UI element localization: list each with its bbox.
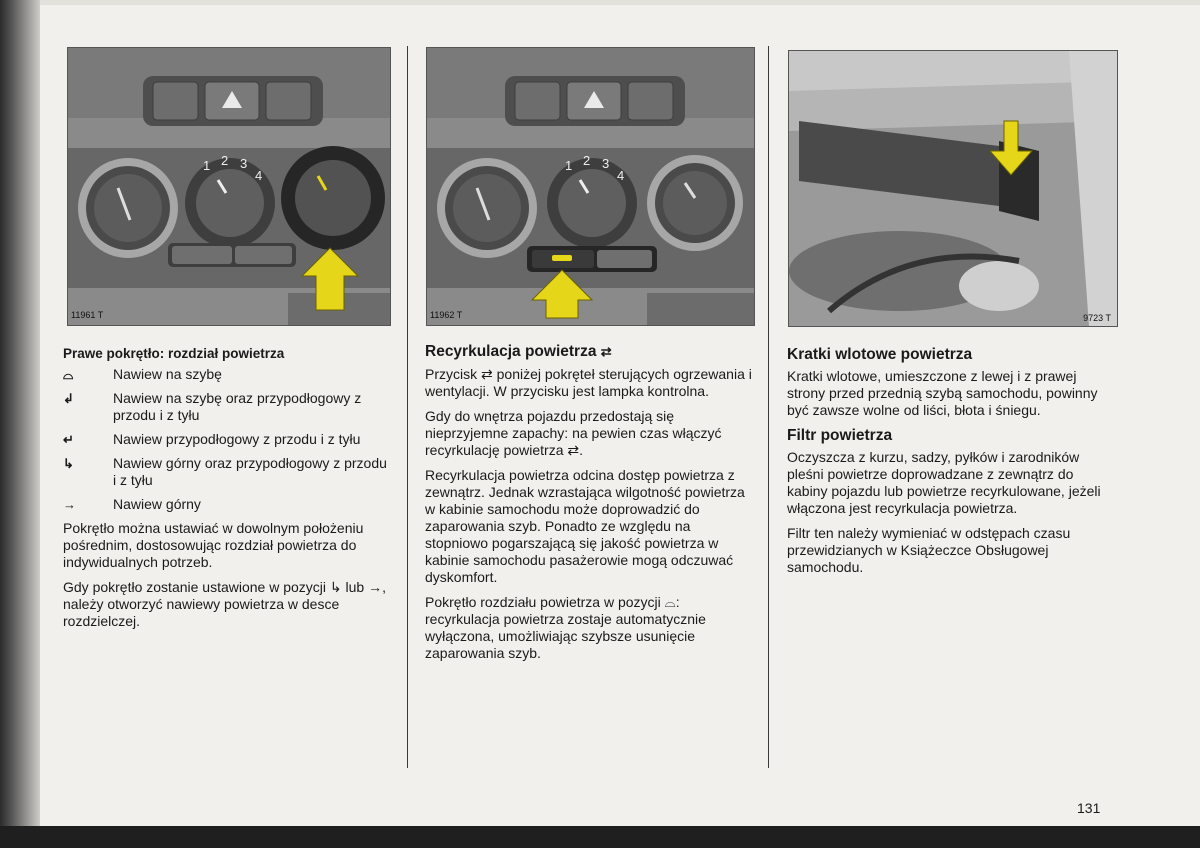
windscreen-vent-icon: ⌓ — [63, 367, 74, 382]
list-item — [63, 455, 393, 489]
paragraph: Kratki wlotowe, umieszczone z lewej i z prawej strony przed przednią szybą samochodu, powinny być zawsze wolne od liści, błota i śniegu. — [787, 368, 1098, 418]
list-item — [63, 366, 393, 383]
paragraph: Gdy pokrętło zostanie ustawione w pozycji ↳ lub →, należy otworzyć nawiewy powietrza w desce rozdzielczej. — [63, 579, 386, 629]
section-heading: Prawe pokrętło: rozdział powietrza — [63, 346, 285, 361]
page-binding — [0, 0, 40, 848]
list-item — [63, 390, 393, 424]
list-item-text: Nawiew górny — [113, 496, 201, 512]
svg-text:1: 1 — [565, 158, 573, 173]
svg-text:2: 2 — [583, 153, 591, 168]
figure-code: 11962 T — [430, 310, 463, 320]
figure-recirculation-button — [426, 47, 755, 326]
control-panel-illustration — [68, 48, 390, 325]
svg-text:1: 1 — [203, 158, 211, 173]
heading-text: Recyrkulacja powietrza — [425, 343, 597, 360]
paragraph: Recyrkulacja powietrza odcina dostęp powietrza z zewnątrz. Jednak wzrastająca wilgotność powietrza w kabinie samochodu może doprowadzić do zaparowania szyb. Ponadto ze względu na stopniowo pogarszającą się jakość powietrza w kabinie samochodu pasażerowie mogą odczuwać dyskomfort. — [425, 467, 745, 585]
engine-bay-illustration — [789, 51, 1117, 326]
column-air-distribution — [63, 345, 393, 638]
figure-right-dial — [67, 47, 391, 326]
list-item — [63, 496, 393, 513]
page-number: 131 — [1077, 800, 1101, 816]
footwell-icon: ↵ — [63, 432, 74, 447]
list-item-text: Nawiew na szybę oraz przypodłogowy z przodu i z tyłu — [113, 390, 362, 423]
list-item-text: Nawiew na szybę — [113, 366, 222, 382]
section-heading: Kratki wlotowe powietrza — [787, 346, 973, 363]
list-item — [63, 431, 393, 448]
paragraph: Pokrętło rozdziału powietrza w pozycji ⌓: recyrkulacja powietrza zostaje automatycznie wyłączona, umożliwiając szybsze usunięcie zaparowania szyb. — [425, 594, 706, 661]
upper-footwell-icon: ↳ — [63, 456, 74, 471]
column-recirculation — [425, 343, 755, 670]
windscreen-footwell-icon: ↲ — [63, 391, 74, 406]
control-panel-illustration — [427, 48, 754, 325]
section-heading — [425, 343, 755, 360]
page-bottom-edge — [0, 826, 1200, 848]
figure-code: 11961 T — [71, 310, 104, 320]
paragraph: Przycisk ⇄ poniżej pokręteł sterujących ogrzewania i wentylacji. W przycisku jest lampka kontrolna. — [425, 366, 752, 399]
figure-code: 9723 T — [1083, 313, 1111, 323]
svg-text:2: 2 — [221, 153, 229, 168]
svg-text:3: 3 — [240, 156, 248, 171]
page-top-edge — [40, 0, 1200, 5]
paragraph: Gdy do wnętrza pojazdu przedostają się nieprzyjemne zapachy: na pewien czas włączyć recyrkulację powietrza ⇄. — [425, 408, 722, 458]
paragraph: Filtr ten należy wymieniać w odstępach czasu przewidzianych w Książeczce Obsługowej samochodu. — [787, 525, 1071, 575]
svg-text:4: 4 — [255, 168, 263, 183]
svg-text:3: 3 — [602, 156, 610, 171]
recirculation-icon: ⇄ — [600, 344, 612, 359]
paragraph: Pokrętło można ustawiać w dowolnym położeniu pośrednim, dostosowując rozdział powietrza do indywidualnych potrzeb. — [63, 520, 364, 570]
svg-text:4: 4 — [617, 168, 625, 183]
column-divider — [407, 46, 408, 768]
list-item-text: Nawiew górny oraz przypodłogowy z przodu i z tyłu — [113, 455, 387, 488]
column-air-inlet-filter — [787, 346, 1117, 584]
upper-vent-icon: → — [63, 497, 76, 512]
section-heading: Filtr powietrza — [787, 427, 893, 444]
column-divider — [768, 46, 769, 768]
list-item-text: Nawiew przypodłogowy z przodu i z tyłu — [113, 431, 361, 447]
figure-air-inlet — [788, 50, 1118, 327]
paragraph: Oczyszcza z kurzu, sadzy, pyłków i zarodników pleśni powietrze doprowadzane z zewnątrz do kabiny pojazdu lub powietrze recyrkulowane, jeżeli włączona jest recyrkulacja powietrza. — [787, 449, 1101, 516]
